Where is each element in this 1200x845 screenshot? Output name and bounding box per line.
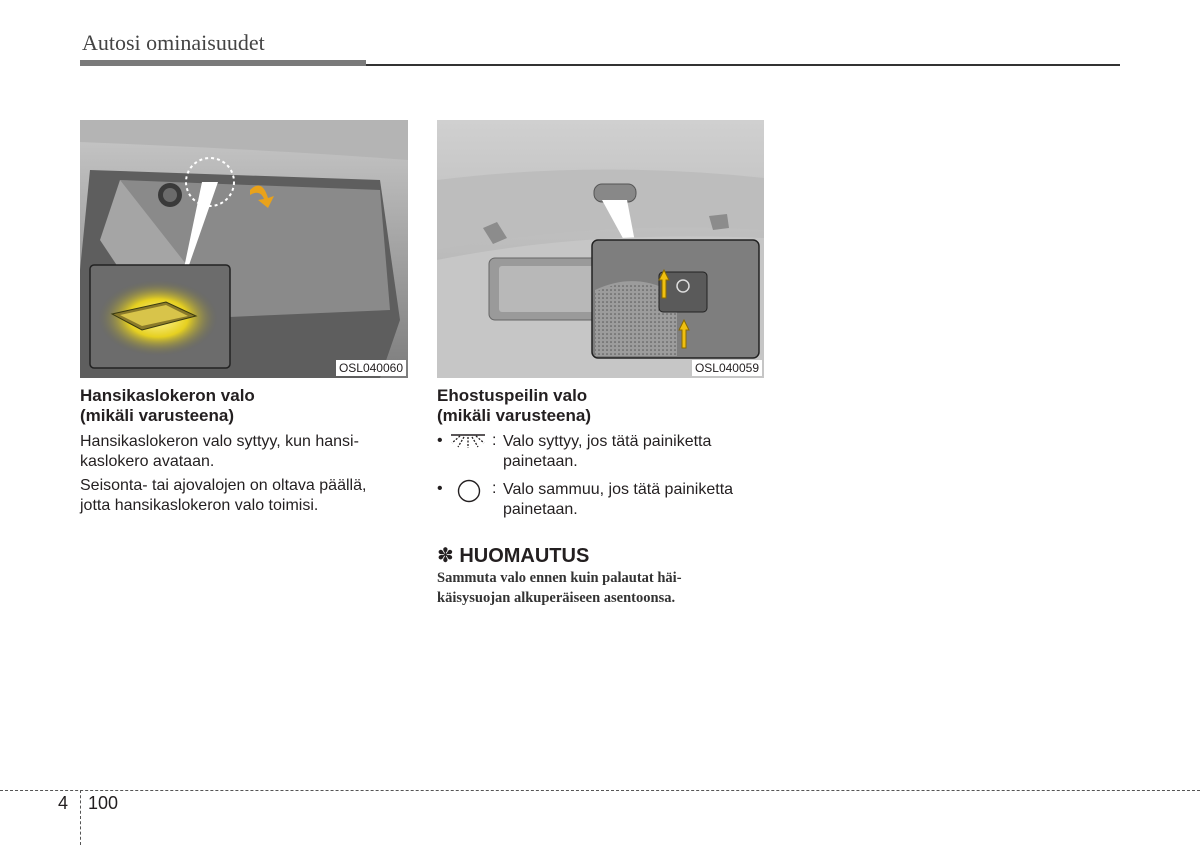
glove-box-lamp-illustration [80, 120, 408, 378]
footer-rule [0, 790, 1200, 791]
vanity-mirror-lamp-illustration [437, 120, 764, 378]
bullet-text: painetaan. [503, 501, 578, 518]
section-subtitle: (mikäli varusteena) [437, 406, 592, 425]
paragraph-line: Hansikaslokeron valo syttyy, kun hansi- [80, 433, 359, 450]
note-text: käisysuojan alkuperäiseen asentoonsa. [437, 590, 676, 606]
paragraph-line: kaslokero avataan. [80, 453, 215, 470]
section-title: Ehostuspeilin valo [437, 386, 588, 405]
figure-code: OSL040059 [692, 360, 762, 376]
paragraph-line: jotta hansikaslokeron valo toimisi. [80, 497, 319, 514]
light-on-icon [449, 432, 487, 455]
paragraph-line: Seisonta- tai ajovalojen on oltava päällä, [80, 477, 367, 494]
bullet-dot: • [437, 432, 443, 449]
bullet-text: Valo syttyy, jos tätä painiketta [503, 433, 712, 450]
page-header-title: Autosi ominaisuudet [82, 30, 265, 55]
chapter-number: 4 [58, 793, 69, 813]
footer-divider [80, 790, 81, 845]
section-title: Hansikaslokeron valo [80, 386, 255, 405]
section-subtitle: (mikäli varusteena) [80, 406, 235, 425]
page-number: 100 [88, 793, 119, 813]
note-text: Sammuta valo ennen kuin palautat häi- [437, 570, 682, 586]
header-rule [366, 64, 1120, 66]
bullet-colon: : [492, 432, 497, 449]
note-title: ✽ HUOMAUTUS [437, 545, 590, 567]
light-off-icon [457, 479, 481, 508]
bullet-colon: : [492, 480, 497, 497]
figure-code: OSL040060 [336, 360, 406, 376]
bullet-text: Valo sammuu, jos tätä painiketta [503, 481, 734, 498]
bullet-text: painetaan. [503, 453, 578, 470]
header-bar [80, 60, 366, 66]
bullet-dot: • [437, 480, 443, 497]
